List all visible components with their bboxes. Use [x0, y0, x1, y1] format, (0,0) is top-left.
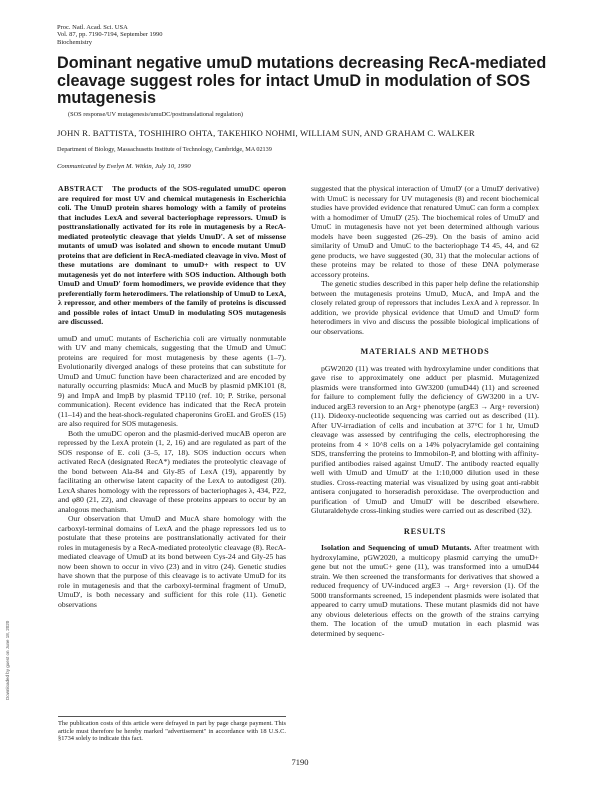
journal-name: Proc. Natl. Acad. Sci. USA: [57, 24, 128, 31]
right-column: [311, 184, 539, 638]
intro-paragraph-3: Our observation that UmuD and MucA share homology with the carboxyl-terminal domains of LexA and the phage repressors led us to postulate that these proteins are posttranslationally activated for their roles in mutagenesis by a RecA-mediated proteolytic cleavage (8). RecA-mediated cleavage of UmuD at its bond between Cys-24 and Gly-25 has now been shown to occur in vivo (23) and in vitro (24). Genetic studies have shown that the purpose of this cleavage is to activate UmuD for its role in mutagenesis and that the carboxyl-terminal fragment of UmuD, UmuD', is both necessary and sufficient for this role (11). Genetic observations: [58, 514, 286, 609]
intro-paragraph-4: suggested that the physical interaction of UmuD' (or a UmuD' derivative) with UmuC is necessary for UV mutagenesis (8) and recent biochemical studies have provided evidence that renatured UmuC can form a complex with a homodimer of UmuD' (25). The biochemical roles of UmuD' and UmuC in mutagenesis have not yet been determined although various models have been suggested (26–29). On the basis of amino acid similarity of UmuD and UmuC to the bacteriophage T4 45, 44, and 62 gene products, we have suggested (30, 31) that the molecular actions of these proteins may be related to those of these DNA polymerase accessory proteins.: [311, 184, 539, 279]
affiliation: Department of Biology, Massachusetts Institute of Technology, Cambridge, MA 02139: [57, 146, 272, 153]
download-note: Downloaded by guest on June 18, 2020: [5, 620, 10, 700]
authors: JOHN R. BATTISTA, TOSHIHIRO OHTA, TAKEHIKO NOHMI, WILLIAM SUN, AND GRAHAM C. WALKER: [57, 128, 475, 138]
results-subheading: Isolation and Sequencing of umuD Mutants.: [321, 543, 472, 552]
footnote: The publication costs of this article were defrayed in part by page charge payment. This article must therefore be hereby marked "advertisement" in accordance with 18 U.S.C. §1734 solely to indicate this fact.: [58, 716, 286, 743]
journal-volume: Vol. 87, pp. 7190-7194, September 1990: [57, 31, 163, 39]
page-number: 7190: [291, 757, 309, 767]
methods-paragraph: pGW2020 (11) was treated with hydroxylamine under conditions that gave rise to approximately one adduct per plasmid. Mutagenized plasmids were transformed into GW3200 (umuD44) (11) and screened for failure to complement fully the deficiency of GW3200 in a UV-induced argE3 reversion to an Arg+ phenotype (argE3 → Arg+ reversion) (11). Dideoxy-nucleotide sequencing was carried out as described (11). After UV-irradiation of cells and incubation at 37°C for 1 hr, UmuD cleavage was assessed by centrifuging the cells, electrophoresing the proteins from 4 × 10^8 cells on a 14% polyacrylamide gel containing SDS, transferring the proteins to Immobilon-P, and blotting with affinity-purified antibodies raised against UmuD'. The antibody reacted equally well with UmuD and UmuD' at the 1:10,000 dilution used in these studies. Cross-reacting material was visualized by using goat anti-rabbit antisera conjugated to horseradish peroxidase. The overproduction and purification of UmuD and UmuD' will be described elsewhere. Glutaraldehyde cross-linking studies were carried out as described (32).: [311, 363, 539, 515]
results-heading: RESULTS: [403, 526, 447, 536]
communicated-by: Communicated by Evelyn M. Witkin, July 10, 1990: [57, 163, 191, 170]
intro-paragraph-2: Both the umuDC operon and the plasmid-derived mucAB operon are repressed by the LexA protein (1, 2, 16) and are regulated as part of the SOS response of E. coli (3–5, 17, 18). SOS induction occurs when activated RecA (designated RecA*) mediates the proteolytic cleavage of the bond between Ala-84 and Gly-85 of LexA (19), apparently by facilitating an otherwise latent capacity of the LexA to autodigest (20). LexA shares homology with the repressors of bacteriophages λ, 434, P22, and φ80 (21, 22), and cleavage of these proteins appears to occur by an analogous mechanism.: [58, 428, 286, 514]
left-column: [58, 184, 286, 609]
abstract: [58, 184, 286, 327]
keywords: (SOS response/UV mutagenesis/umuDC/posttranslational regulation): [68, 111, 243, 118]
intro-paragraph-5: The genetic studies described in this paper help define the relationship between the mutagenesis proteins UmuD, MucA, and ImpA and the closely related group of repressors that includes LexA and λ repressor. In addition, we provide physical evidence that UmuD and UmuD' form heterodimers in vivo and discuss the possible biological implications of our observations.: [311, 279, 539, 336]
results-paragraph: After treatment with hydroxylamine, pGW2020, a multicopy plasmid carrying the umuD+ gene but not the umuC+ gene (11), was transformed into a umuD44 strain. We then screened the transformants for derivatives that showed a reduced frequency of UV-induced argE3 → Arg+ reversion (1). Of the 5000 transformants screened, 15 independent plasmids were isolated that appeared to carry umuD mutations. These mutant plasmids did not have any obvious deleterious effects on the growth of the strains carrying them. The location of the umuD mutation in each plasmid was determined by sequenc-: [311, 543, 539, 638]
intro-paragraph-1: umuD and umuC mutants of Escherichia coli are virtually nonmutable with UV and many chemicals, suggesting that the UmuD and UmuC proteins are required for most mutagenesis by these agents (1–7). Evolutionarily diverged analogs of these proteins that can substitute for UmuD and UmuC function have been characterized and are encoded by naturally occurring plasmids: MucA and MucB by plasmid pMK101 (8, 9) and ImpA and ImpB by plasmid TP110 (ref. 10; P. Strike, personal communication). Recent evidence has indicated that the RecA protein (11–14) and the heat-shock-regulated chaperonins GroEL and GroES (15) are also required for SOS mutagenesis.: [58, 333, 286, 428]
abstract-label: ABSTRACT: [58, 184, 104, 193]
journal-section: Biochemistry: [57, 38, 93, 46]
methods-heading: MATERIALS AND METHODS: [360, 347, 490, 356]
article-title: Dominant negative umuD mutations decreasing RecA-mediated cleavage suggest roles for intact UmuD in modulation of SOS mutagenesis: [57, 54, 547, 107]
journal-header: [57, 24, 163, 46]
abstract-text: The products of the SOS-regulated umuDC operon are required for most UV and chemical mutagenesis in Escherichia coli. The UmuD protein shares homology with a family of proteins that includes LexA and several bacteriophage repressors. UmuD is posttranslationally activated for its role in mutagenesis by a RecA-mediated proteolytic cleavage that yields UmuD'. A set of missense mutants of umuD was isolated and shown to encode mutant UmuD proteins that are deficient in RecA-mediated cleavage in vivo. Most of these mutations are dominant to umuD+ with respect to UV mutagenesis yet do not interfere with SOS induction. Although both UmuD and UmuD' form homodimers, we provide evidence that they preferentially form heterodimers. The relationship of UmuD to LexA, λ repressor, and other members of the family of proteins is discussed and possible roles of intact UmuD in modulating SOS mutagenesis are discussed.: [58, 184, 286, 326]
